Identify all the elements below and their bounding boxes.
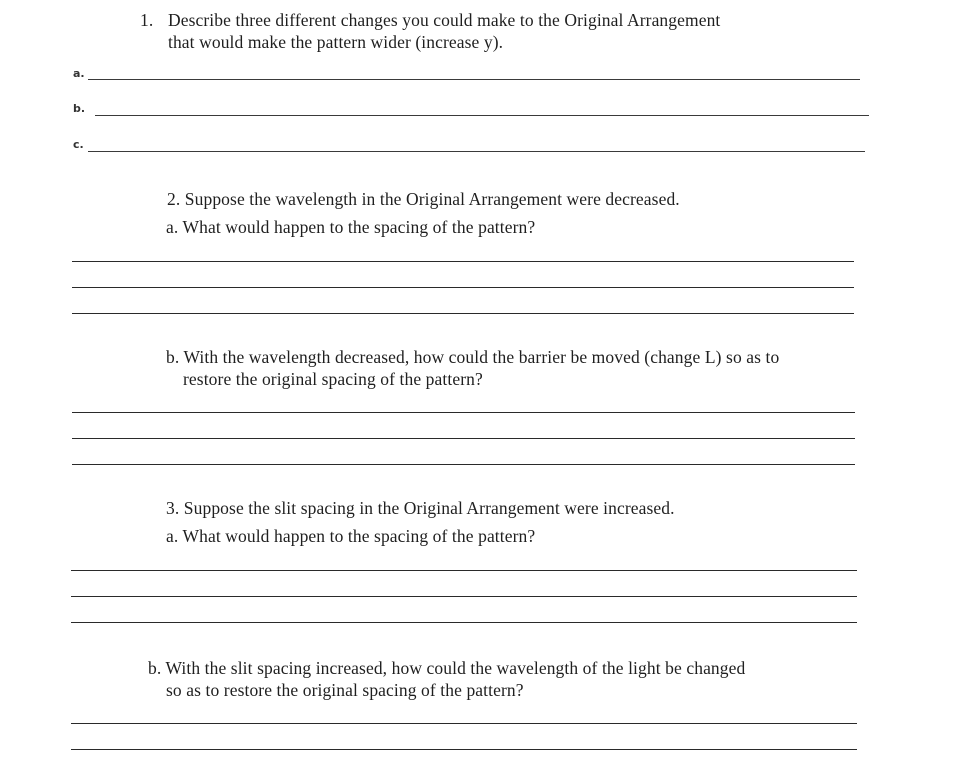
q3b-answer-line-1[interactable] xyxy=(71,723,857,724)
q3a-answer-line-3[interactable] xyxy=(71,622,857,623)
q3-stem: 3. Suppose the slit spacing in the Original Arrangement were increased. xyxy=(166,498,675,518)
q2-part-a: a. What would happen to the spacing of the pattern? xyxy=(166,217,536,237)
q1-prompt-line1: Describe three different changes you could make to the Original Arrangement xyxy=(168,10,721,30)
q3b-answer-line-2[interactable] xyxy=(71,749,857,750)
q1-label-c: c. xyxy=(73,138,84,151)
q3-part-b-line1: b. With the slit spacing increased, how could the wavelength of the light be changed xyxy=(148,658,746,678)
q1-prompt-line2: that would make the pattern wider (increase y). xyxy=(168,32,504,52)
q2-part-b-line1: b. With the wavelength decreased, how could the barrier be moved (change L) so as to xyxy=(166,347,780,367)
q2a-answer-line-3[interactable] xyxy=(72,313,854,314)
q2b-answer-line-3[interactable] xyxy=(72,464,855,465)
q1-number: 1. xyxy=(140,10,154,30)
q3-part-b-line2: so as to restore the original spacing of the pattern? xyxy=(166,680,524,700)
q1-answer-line-a[interactable] xyxy=(88,79,860,80)
q1-answer-line-b[interactable] xyxy=(95,115,869,116)
q3a-answer-line-1[interactable] xyxy=(71,570,857,571)
q1-label-a: a. xyxy=(73,67,85,80)
q3-part-a: a. What would happen to the spacing of the pattern? xyxy=(166,526,536,546)
q2a-answer-line-1[interactable] xyxy=(72,261,854,262)
q1-answer-line-c[interactable] xyxy=(88,151,865,152)
q1-label-b: b. xyxy=(73,102,86,115)
q2a-answer-line-2[interactable] xyxy=(72,287,854,288)
q2b-answer-line-2[interactable] xyxy=(72,438,855,439)
q3a-answer-line-2[interactable] xyxy=(71,596,857,597)
q2-part-b-line2: restore the original spacing of the pattern? xyxy=(183,369,483,389)
q2-stem: 2. Suppose the wavelength in the Original Arrangement were decreased. xyxy=(167,189,680,209)
q2b-answer-line-1[interactable] xyxy=(72,412,855,413)
